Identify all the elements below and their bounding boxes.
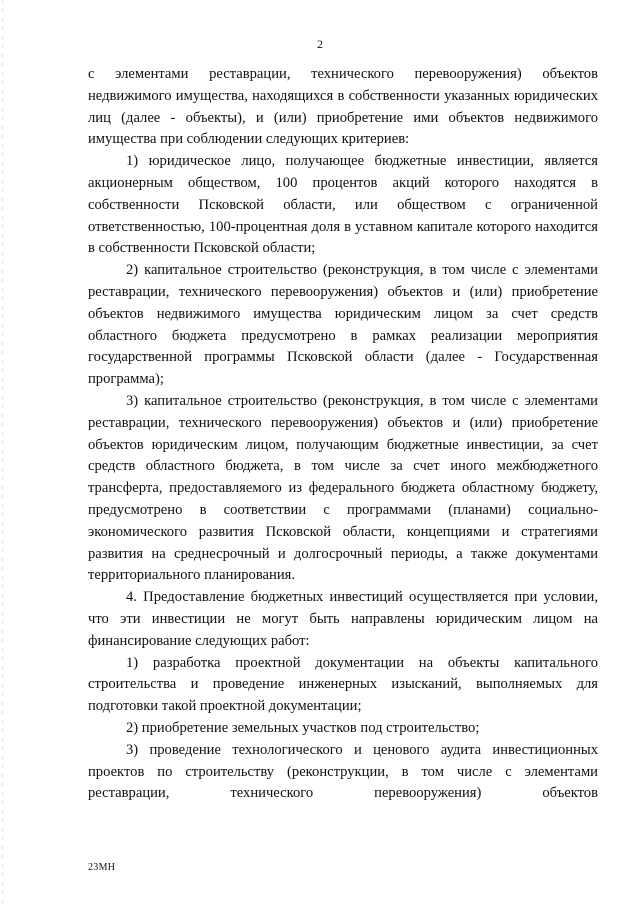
paragraph-continuation: с элементами реставрации, технического перевооружения) объектов недвижимого имущества, находящихся в собственности указанных юридических лиц (далее - объекты), и (или) приобретение ими объектов недвижимого имущества при соблюдении следующих критериев:: [88, 66, 598, 148]
document-body: [88, 64, 598, 805]
page-number: 2: [317, 37, 323, 51]
footer-document-code: 23МН: [88, 862, 116, 873]
clause-4-item-3: 3) проведение технологического и ценового аудита инвестиционных проектов по строительству (реконструкции, в том числе с элементами реставрации, технического перевооружения) объектов: [88, 741, 598, 802]
criterion-3: 3) капитальное строительство (реконструкция, в том числе с элементами реставрации, технического перевооружения) объектов и (или) приобретение объектов юридическим лицом, получающим бюджетные инвестиции, за счет средств областного бюджета, в том числе за счет иного межбюджетного трансферта, предоставляемого из федерального бюджета областному бюджету, предусмотрено в соответствии с программами (планами) социально-экономического развития Псковской области, концепциями и стратегиями развития на среднесрочный и долгосрочный периоды, а также документами территориального планирования.: [88, 392, 598, 584]
scan-edge-artifact: [2, 0, 3, 905]
clause-4-item-1: 1) разработка проектной документации на объекты капитального строительства и проведение инженерных изысканий, выполняемых для подготовки такой проектной документации;: [88, 654, 598, 715]
clause-4: 4. Предоставление бюджетных инвестиций осуществляется при условии, что эти инвестиции не могут быть направлены юридическим лицом на финансирование следующих работ:: [88, 589, 598, 649]
clause-4-item-2: 2) приобретение земельных участков под строительство;: [126, 719, 480, 736]
criterion-2: 2) капитальное строительство (реконструкция, в том числе с элементами реставрации, технического перевооружения) объектов и (или) приобретение объектов недвижимого имущества юридическим лицом за счет средств областного бюджета предусмотрено в рамках реализации мероприятия государственной программы Псковской области (далее - Государственная программа);: [88, 262, 598, 388]
criterion-1: 1) юридическое лицо, получающее бюджетные инвестиции, является акционерным обществом, 100 процентов акций которого находятся в собственности Псковской области, или обществом с ограниченной ответственностью, 100-процентная доля в уставном капитале которого находится в собственности Псковской области;: [88, 153, 598, 257]
